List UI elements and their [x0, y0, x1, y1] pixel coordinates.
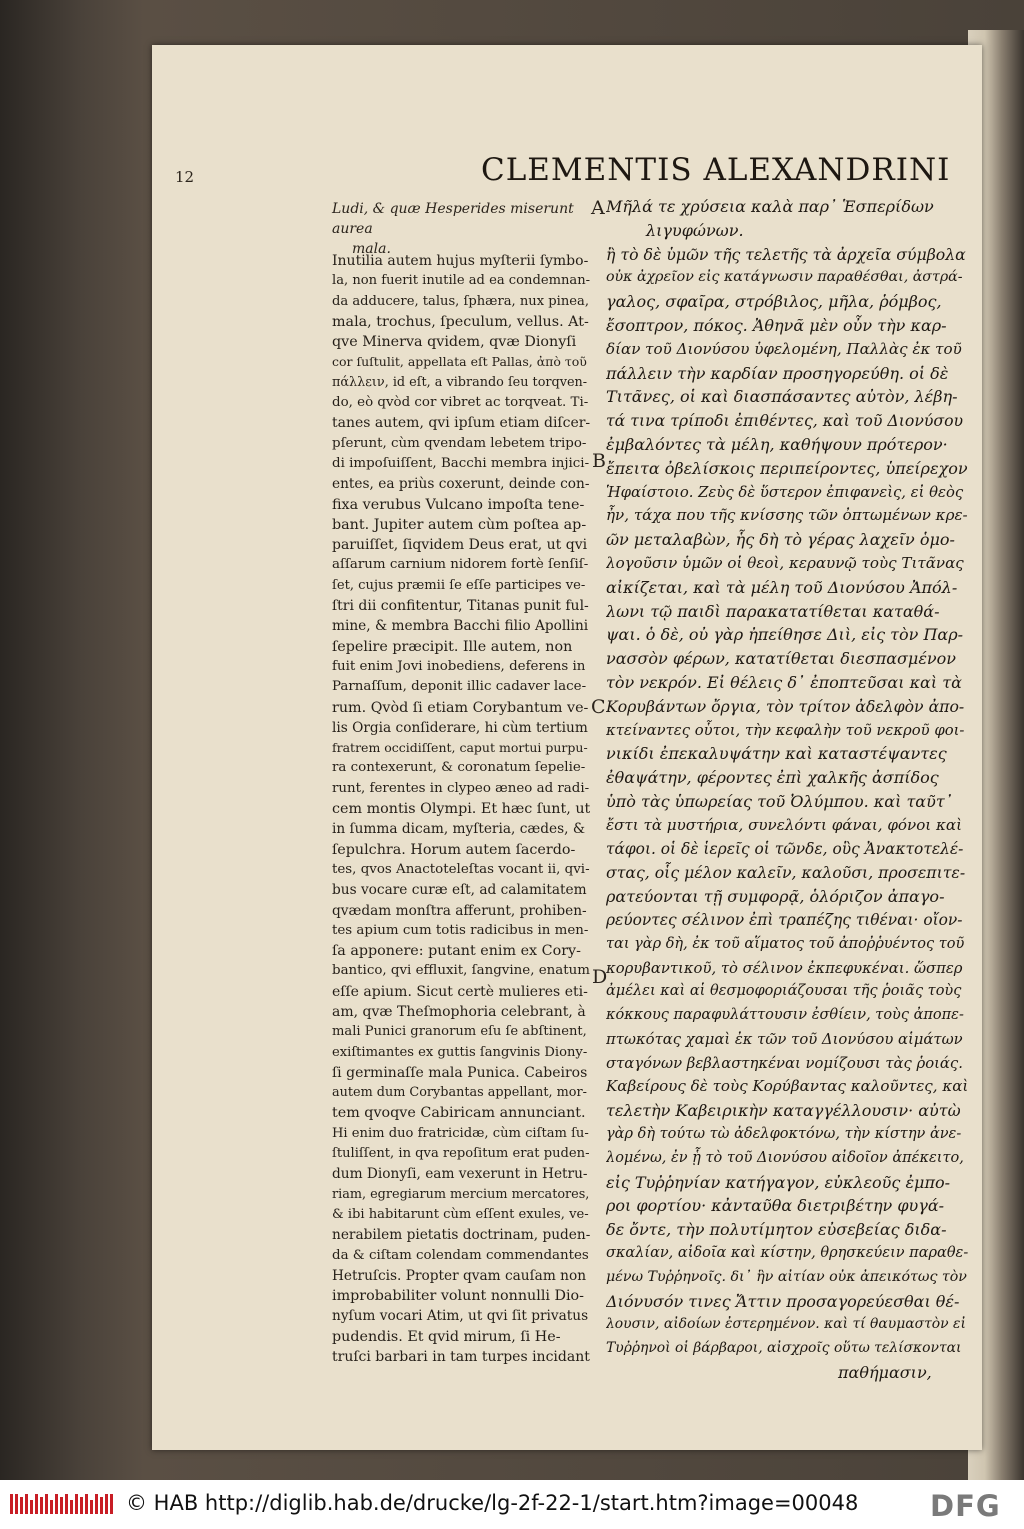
- latin-text-line: Parnaſſum, deponit illic cadaver lace-: [332, 679, 587, 695]
- greek-text-line: μένω Τυῤῥηνοῖς. δι᾽ ἣν αἰτίαν οὐκ ἀπεικότως τὸν: [606, 1268, 967, 1285]
- latin-text-line: da adducere, talus, ſphæra, nux pinea,: [332, 293, 589, 309]
- latin-text-line: tanes autem, qvi ipſum etiam diſcer-: [332, 415, 590, 432]
- greek-text-line: ἔσοπτρον, πόκος. Ἀθηνᾶ μὲν οὖν τὴν καρ-: [606, 315, 947, 335]
- greek-text-line: οὐκ ἀχρεῖον εἰς κατάγνωσιν παραθέσθαι, ἀστρά-: [606, 269, 963, 286]
- greek-text-line: ρεύοντες σέλινον ἐπὶ τραπέζης τιθέναι· οἴον-: [606, 910, 963, 929]
- latin-text-line: ra contexerunt, & coronatum ſepelie-: [332, 760, 586, 776]
- latin-text-line: pudendis. Et qvid mirum, ſi He-: [332, 1328, 561, 1345]
- latin-text-line: pſerunt, cùm qvendam lebetem tripo-: [332, 435, 587, 451]
- footer-bar: [0, 1480, 1024, 1529]
- latin-text-line: tem qvoqve Cabiricam annunciant.: [332, 1105, 586, 1122]
- latin-text-line: paruiſſet, ſiqvidem Deus erat, ut qvi: [332, 537, 588, 554]
- hab-logo-icon: [8, 1491, 116, 1517]
- latin-text-line: la, non fuerit inutile ad ea condemnan-: [332, 273, 590, 289]
- latin-text-line: lis Orgia conſiderare, hi cùm tertium: [332, 719, 588, 736]
- margin-note-line: Ludi, & quæ Hesperides miserunt aurea: [332, 201, 574, 237]
- latin-text-line: autem dum Corybantas appellant, mor-: [332, 1085, 587, 1101]
- latin-text-line: improbabiliter volunt nonnulli Dio-: [332, 1288, 584, 1305]
- greek-text-line: ἐμβαλόντες τὰ μέλη, καθήψουν πρότερον·: [606, 434, 948, 454]
- latin-text-line: ſepelire præcipit. Ille autem, non: [332, 638, 573, 655]
- greek-text-line: ρατεύονται τῇ συμφορᾷ, ὁλόριζον ἀπαγο-: [606, 887, 945, 907]
- greek-text-line: λιγυφώνων.: [646, 220, 744, 240]
- greek-text-line: κτείναντες οὗτοι, τὴν κεφαλὴν τοῦ νεκροῦ φοι-: [606, 721, 965, 739]
- greek-text-line: νασσὸν φέρων, κατατίθεται διεσπασμένον: [606, 649, 956, 669]
- section-marker-b: B: [592, 450, 606, 472]
- greek-column: [606, 195, 968, 1385]
- greek-text-line: στας, οἷς μέλον καλεῖν, καλοῦσι, προσεπιτε-: [606, 863, 966, 883]
- greek-text-line: κόκκους παραφυλάττουσιν ἐσθίειν, τοὺς ἀποπε-: [606, 1007, 964, 1024]
- latin-text-line: mala, trochus, ſpeculum, vellus. At-: [332, 313, 589, 330]
- greek-text-line: λωνι τῷ παιδὶ παρακατατίθεται καταθά-: [606, 601, 940, 621]
- greek-text-line: ἔστι τὰ μυστήρια, συνελόντι φάναι, φόνοι καὶ: [606, 815, 963, 834]
- latin-text-line: di impoſuiſſent, Bacchi membra injici-: [332, 455, 590, 471]
- page-number: 12: [175, 168, 195, 186]
- greek-text-line: ροι φορτίου· κἀνταῦθα διετριβέτην φυγά-: [606, 1196, 945, 1216]
- latin-text-line: exiſtimantes ex guttis ſangvinis Diony-: [332, 1044, 588, 1060]
- greek-text-line: Τυῤῥηνοὶ οἱ βάρβαροι, αἰσχροῖς οὕτω τελίσκονται: [606, 1340, 962, 1357]
- latin-text-line: am, qvæ Theſmophoria celebrant, à: [332, 1003, 586, 1020]
- greek-text-line: τά τινα τρίποδι ἐπιθέντες, καὶ τοῦ Διονύσου: [606, 411, 964, 431]
- latin-text-line: cor ſuſtulit, appellata eſt Pallas, ἀπὸ τοῦ: [332, 354, 587, 370]
- latin-text-line: ſa apponere: putant enim ex Cory-: [332, 943, 581, 960]
- greek-text-line: ἢ τὸ δὲ ὑμῶν τῆς τελετῆς τὰ ἀρχεῖα σύμβολα: [606, 244, 966, 264]
- latin-text-line: bant. Jupiter autem cùm poſtea ap-: [332, 516, 587, 533]
- copyright-link[interactable]: © HAB http://diglib.hab.de/drucke/lg-2f-22-1/start.htm?image=00048: [126, 1491, 859, 1515]
- latin-text-line: rum. Qvòd ſi etiam Corybantum ve-: [332, 699, 589, 716]
- page-header: [175, 152, 951, 192]
- running-title: CLEMENTIS ALEXANDRINI: [481, 152, 951, 188]
- latin-text-line: tes apium cum totis radicibus in men-: [332, 922, 589, 938]
- latin-text-line: ſtri dii confitentur, Titanas punit ful-: [332, 598, 589, 615]
- greek-text-line: ἐθαψάτην, φέροντες ἐπὶ χαλκῆς ἀσπίδος: [606, 768, 939, 788]
- greek-text-line: ἀμέλει καὶ αἱ θεσμοφοριάζουσαι τῆς ῥοιᾶς τοὺς: [606, 983, 962, 1000]
- latin-text-line: da & ciſtam colendam commendantes: [332, 1247, 589, 1263]
- greek-text-line: ἦν, τάχα που τῆς κνίσσης τῶν ὀπτωμένων κρε-: [606, 506, 968, 525]
- greek-text-line: πάλλειν τὴν καρδίαν προσηγορεύθη. οἱ δὲ: [606, 363, 949, 383]
- greek-text-line: παθήμασιν,: [838, 1363, 932, 1383]
- margin-note-line: mala.: [352, 241, 391, 257]
- greek-text-line: γὰρ δὴ τούτω τὼ ἀδελφοκτόνω, τὴν κίστην ἀνε-: [606, 1126, 962, 1143]
- latin-text-line: ſtuliſſent, in qva repoſitum erat puden-: [332, 1146, 590, 1162]
- latin-column: [332, 251, 590, 1367]
- latin-text-line: nerabilem pietatis doctrinam, puden-: [332, 1227, 590, 1244]
- latin-text-line: do, eò qvòd cor vibret ac torqveat. Ti-: [332, 395, 589, 411]
- section-marker-c: C: [591, 696, 606, 718]
- margin-note: [332, 199, 592, 259]
- latin-text-line: Hi enim duo fratricidæ, cùm ciſtam ſu-: [332, 1125, 589, 1141]
- dfg-logo: DFG: [930, 1489, 1001, 1523]
- latin-text-line: Hetruſcis. Propter qvam cauſam non: [332, 1267, 587, 1284]
- greek-text-line: δε ὄντε, τὴν πολυτίμητον εὐσεβείας διδα-: [606, 1220, 947, 1240]
- section-marker-a: A: [591, 197, 605, 219]
- greek-text-line: σταγόνων βεβλαστηκέναι νομίζουσι τὰς ῥοιάς.: [606, 1054, 963, 1072]
- latin-text-line: aſſarum carnium nidorem fortè ſenſiſ-: [332, 557, 589, 573]
- greek-text-line: πτωκότας χαμαὶ ἐκ τῶν τοῦ Διονύσου αἱμάτων: [606, 1030, 963, 1048]
- latin-text-line: mine, & membra Bacchi filio Apollini: [332, 618, 589, 635]
- latin-text-line: runt, ferentes in clypeo æneo ad radi-: [332, 780, 590, 796]
- latin-text-line: qve Minerva qvidem, qvæ Dionyſi: [332, 334, 577, 351]
- latin-text-line: ſet, cujus præmii ſe eſſe participes ve-: [332, 577, 586, 593]
- greek-text-line: τὸν νεκρόν. Εἰ θέλεις δ᾽ ἐποπτεῦσαι καὶ τὰ: [606, 672, 962, 692]
- greek-text-line: λομένω, ἐν ᾗ τὸ τοῦ Διονύσου αἰδοῖον ἀπέκειτο,: [606, 1149, 964, 1166]
- greek-text-line: Τιτᾶνες, οἱ καὶ διασπάσαντες αὐτὸν, λέβη-: [606, 387, 958, 407]
- greek-text-line: δίαν τοῦ Διονύσου ὑφελομένη, Παλλὰς ἐκ τοῦ: [606, 339, 962, 358]
- latin-text-line: bus vocare curæ eſt, ad calamitatem: [332, 882, 587, 899]
- latin-text-line: truſci barbari in tam turpes incidant: [332, 1349, 590, 1366]
- greek-text-line: ἔπειτα ὀβελίσκοις περιπείροντες, ὑπείρεχον: [606, 458, 968, 478]
- latin-text-line: bantico, qvi effluxit, ſangvine, enatum: [332, 963, 590, 979]
- latin-text-line: eſſe apium. Sicut certè mulieres eti-: [332, 983, 588, 1000]
- greek-text-line: ψαι. ὁ δὲ, οὐ γὰρ ἠπείθησε Διὶ, εἰς τὸν Παρ-: [606, 625, 964, 645]
- latin-text-line: qvædam monſtra afferunt, prohiben-: [332, 902, 587, 919]
- greek-text-line: Κορυβάντων ὄργια, τὸν τρίτον ἀδελφὸν ἀπο-: [606, 696, 965, 716]
- greek-text-line: ῶν μεταλαβὼν, ἧς δὴ τὸ γέρας λαχεῖν ὁμο-: [606, 530, 955, 550]
- greek-text-line: τελετὴν Καβειρικὴν καταγγέλλουσιν· αὐτὼ: [606, 1101, 961, 1121]
- section-marker-d: D: [592, 966, 608, 988]
- latin-text-line: tes, qvos Anactoteleſtas vocant ii, qvi-: [332, 861, 590, 877]
- greek-text-line: Ἡφαίστοιο. Ζεὺς δὲ ὕστερον ἐπιφανεὶς, εἰ θεὸς: [606, 483, 964, 501]
- latin-text-line: fixa verubus Vulcano impoſta tene-: [332, 496, 585, 513]
- latin-text-line: ſi germinaſſe mala Punica. Cabeiros: [332, 1064, 588, 1081]
- greek-text-line: λογοῦσιν ὑμῶν οἱ θεοὶ, κεραυνῷ τοὺς Τιτᾶνας: [606, 553, 964, 572]
- greek-text-line: τάφοι. οἱ δὲ ἱερεῖς οἱ τῶνδε, οὓς Ἀνακτοτελέ-: [606, 839, 964, 858]
- greek-text-line: ὑπὸ τὰς ὑπωρείας τοῦ Ὀλύμπου. καὶ ταῦτ᾽: [606, 791, 953, 811]
- greek-text-line: σκαλίαν, αἰδοῖα καὶ κίστην, θρησκεύειν παραθε-: [606, 1245, 968, 1262]
- greek-text-line: εἰς Τυῤῥηνίαν κατήγαγον, εὐκλεοῦς ἐμπο-: [606, 1172, 950, 1192]
- latin-text-line: in ſumma dicam, myſteria, cædes, &: [332, 821, 586, 838]
- latin-text-line: entes, ea priùs coxerunt, deinde con-: [332, 476, 590, 493]
- latin-text-line: & ibi habitarunt cùm eſſent exules, ve-: [332, 1206, 589, 1222]
- latin-text-line: riam, egregiarum mercium mercatores,: [332, 1186, 590, 1202]
- latin-text-line: fuit enim Jovi inobediens, deferens in: [332, 658, 586, 674]
- greek-text-line: ται γὰρ δὴ, ἐκ τοῦ αἵματος τοῦ ἀποῤῥυέντος τοῦ: [606, 935, 965, 952]
- latin-text-line: nyſum vocari Atim, ut qvi ſit privatus: [332, 1308, 589, 1325]
- greek-text-line: νικίδι ἐπεκαλυψάτην καὶ καταστέψαντες: [606, 744, 947, 764]
- latin-text-line: dum Dionyſi, eam vexerunt in Hetru-: [332, 1166, 588, 1183]
- greek-text-line: Μῆλά τε χρύσεια καλὰ παρ᾽ Ἑσπερίδων: [606, 197, 934, 216]
- latin-text-line: cem montis Olympi. Et hæc ſunt, ut: [332, 801, 590, 818]
- greek-text-line: αἰκίζεται, καὶ τὰ μέλη τοῦ Διονύσου Ἀπόλ-: [606, 577, 958, 597]
- greek-text-line: Διόνυσόν τινες Ἄττιν προσαγορεύεσθαι θέ-: [606, 1291, 960, 1311]
- latin-text-line: ſepulchra. Horum autem ſacerdo-: [332, 841, 576, 858]
- latin-text-line: Inutilia autem hujus myſterii ſymbo-: [332, 253, 589, 269]
- latin-text-line: fratrem occidiſſent, caput mortui purpu-: [332, 740, 588, 756]
- greek-text-line: γαλος, σφαῖρα, στρόβιλος, μῆλα, ῥόμβος,: [606, 292, 942, 312]
- latin-text-line: mali Punici granorum eſu ſe abſtinent,: [332, 1024, 587, 1040]
- greek-text-line: Καβείρους δὲ τοὺς Κορύβαντας καλοῦντες, καὶ: [606, 1077, 968, 1096]
- greek-text-line: κορυβαντικοῦ, τὸ σέλινον ἐκπεφυκέναι. ὥσπερ: [606, 959, 963, 977]
- greek-text-line: λουσιν, αἰδοίων ἐστερημένον. καὶ τί θαυμαστὸν εἰ: [606, 1316, 966, 1333]
- latin-text-line: πάλλειν, id eſt, a vibrando ſeu torqven-: [332, 374, 588, 390]
